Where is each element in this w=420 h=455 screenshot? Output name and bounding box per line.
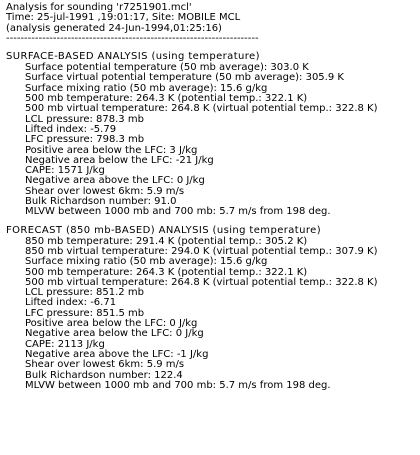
forecast-line: 500 mb virtual temperature: 264.8 K (virtual potential temp.: 322.8 K) — [25, 276, 378, 288]
forecast-line: Negative area above the LFC: -1 J/kg — [25, 348, 209, 360]
surface-section-body — [6, 63, 420, 217]
forecast-line: LCL pressure: 851.2 mb — [25, 287, 144, 299]
surface-line: CAPE: 1571 J/kg — [25, 165, 105, 177]
report-title: Analysis for sounding 'r7251901.mcl' — [6, 2, 192, 13]
surface-line: MLVW between 1000 mb and 700 mb: 5.7 m/s from 198 deg. — [25, 206, 331, 218]
surface-line: Surface potential temperature (50 mb average): 303.0 K — [25, 62, 309, 74]
forecast-line: LFC pressure: 851.5 mb — [25, 307, 145, 319]
surface-line: Positive area below the LFC: 3 J/kg — [25, 144, 198, 156]
surface-line: LCL pressure: 878.3 mb — [25, 113, 144, 125]
surface-section-title: SURFACE-BASED ANALYSIS (using temperature) — [6, 51, 260, 63]
forecast-line: Surface mixing ratio (50 mb average): 15.6 g/kg — [25, 256, 268, 268]
forecast-line: CAPE: 2113 J/kg — [25, 338, 105, 350]
forecast-section-body — [6, 237, 420, 391]
surface-line: Negative area above the LFC: 0 J/kg — [25, 175, 205, 187]
forecast-section-title: FORECAST (850 mb-BASED) ANALYSIS (using temperature) — [6, 224, 321, 236]
forecast-line: 500 mb temperature: 264.3 K (potential temp.: 322.1 K) — [25, 266, 308, 278]
forecast-line: Negative area below the LFC: 0 J/kg — [25, 328, 204, 340]
forecast-line: 850 mb virtual temperature: 294.0 K (virtual potential temp.: 307.9 K) — [25, 245, 378, 257]
surface-line: Shear over lowest 6km: 5.9 m/s — [25, 185, 185, 197]
forecast-line: MLVW between 1000 mb and 700 mb: 5.7 m/s from 198 deg. — [25, 379, 331, 391]
surface-line: 500 mb virtual temperature: 264.8 K (virtual potential temp.: 322.8 K) — [25, 103, 378, 115]
surface-line: Bulk Richardson number: 91.0 — [25, 196, 177, 208]
surface-line: Surface virtual potential temperature (50 mb average): 305.9 K — [25, 72, 344, 84]
forecast-line: Positive area below the LFC: 0 J/kg — [25, 318, 198, 330]
dashed-divider: ---------------------------------------------------------------------- — [6, 33, 259, 44]
report-generated-date: (analysis generated 24-Jun-1994,01:25:16) — [6, 22, 222, 34]
surface-line: Negative area below the LFC: -21 J/kg — [25, 154, 214, 166]
surface-line: LFC pressure: 798.3 mb — [25, 134, 145, 146]
forecast-line: Lifted index: -6.71 — [25, 297, 117, 309]
surface-line: Lifted index: -5.79 — [25, 123, 117, 135]
surface-line: Surface mixing ratio (50 mb average): 15.6 g/kg — [25, 82, 268, 94]
report-time-site: Time: 25-jul-1991 ,19:01:17, Site: MOBILE MCL — [6, 12, 241, 24]
forecast-line: 850 mb temperature: 291.4 K (potential temp.: 305.2 K) — [25, 235, 308, 247]
forecast-line: Shear over lowest 6km: 5.9 m/s — [25, 359, 185, 371]
forecast-line: Bulk Richardson number: 122.4 — [25, 369, 183, 381]
surface-line: 500 mb temperature: 264.3 K (potential temp.: 322.1 K) — [25, 93, 308, 105]
